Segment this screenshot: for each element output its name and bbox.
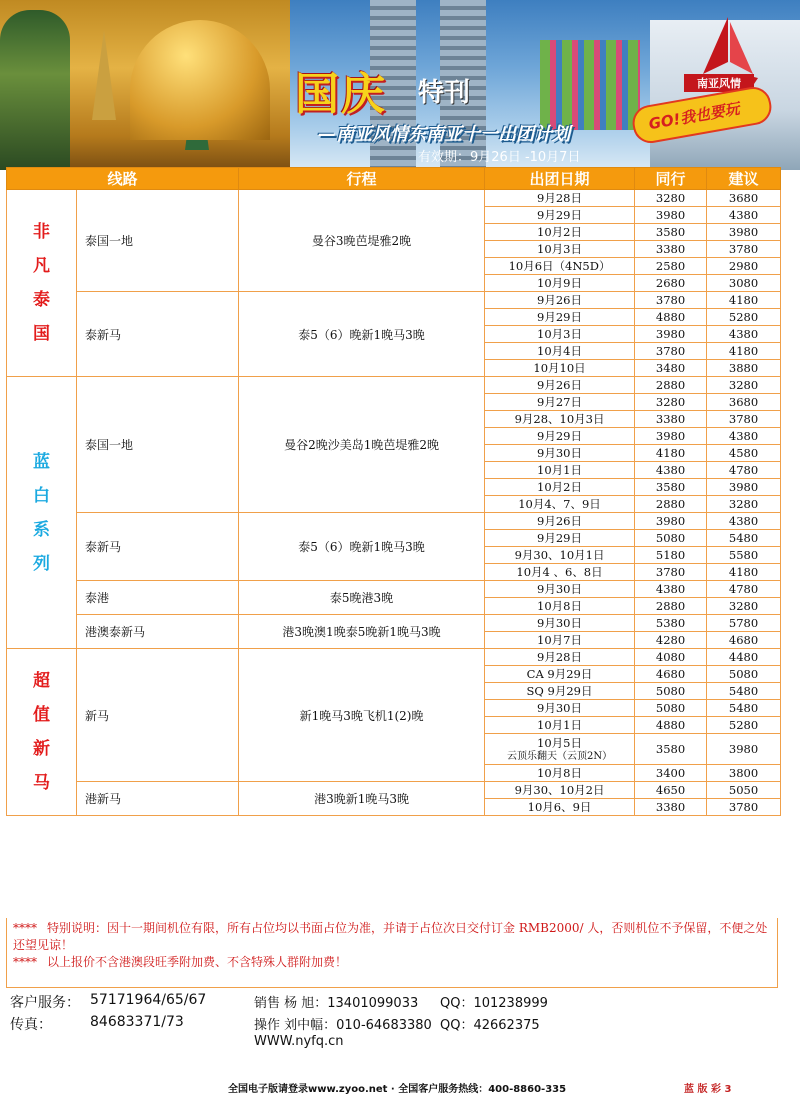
peer-price: 3400 [635,765,707,782]
suggested-price: 2980 [707,258,781,275]
route-name: 泰新马 [77,292,239,377]
table-row [7,782,781,799]
peer-price: 3980 [635,513,707,530]
header-itinerary: 行程 [239,168,485,190]
note-stars: **** [13,921,37,935]
suggested-price: 5480 [707,530,781,547]
departure-date: 10月9日 [485,275,635,292]
peer-price: 3380 [635,241,707,258]
category-char: 马 [33,773,50,793]
banner-title-suffix: 特刊 [418,78,471,108]
departure-date: 9月30日 [485,445,635,462]
suggested-price: 4180 [707,564,781,581]
departure-date: 10月2日 [485,224,635,241]
table-row [7,649,781,666]
departure-date: 9月28、10月3日 [485,411,635,428]
go-play-label: GO!我也要玩 [647,99,741,134]
special-notes [6,918,778,988]
peer-price: 4080 [635,649,707,666]
note-line [13,954,771,971]
suggested-price: 4380 [707,428,781,445]
category-char: 列 [33,553,50,574]
suggested-price: 3800 [707,765,781,782]
peer-price: 4880 [635,309,707,326]
departure-date: 9月30、10月1日 [485,547,635,564]
suggested-price: 4180 [707,292,781,309]
table-row [7,581,781,598]
category-char: 超 [33,671,50,691]
departure-date: 9月28日 [485,190,635,207]
category-char: 凡 [33,256,50,276]
tour-schedule-table [6,167,781,816]
suggested-price: 4480 [707,649,781,666]
category-char: 新 [33,739,50,759]
peer-price: 3780 [635,343,707,360]
peer-price: 2880 [635,598,707,615]
header-departure: 出团日期 [485,168,635,190]
peer-price: 3580 [635,734,707,765]
header-route: 线路 [7,168,239,190]
peer-price: 2880 [635,496,707,513]
suggested-price: 5080 [707,666,781,683]
departure-date: 9月29日 [485,309,635,326]
itinerary: 泰5晚港3晚 [239,581,485,615]
peer-price: 5080 [635,700,707,717]
departure-date: 10月6、9日 [485,799,635,816]
suggested-price: 3680 [707,394,781,411]
category-char: 蓝 [33,451,50,472]
footer-info: 全国电子版请登录www.zyoo.net · 全国客户服务热线：400-8860-335 [228,1084,567,1095]
fax-label: 传真： [10,1017,52,1033]
note-text: 以上报价不含港澳段旺季附加费、不含特殊人群附加费！ [47,955,348,969]
suggested-price: 3080 [707,275,781,292]
category-label [7,377,77,649]
suggested-price: 3280 [707,496,781,513]
itinerary: 曼谷2晚沙美岛1晚芭堤雅2晚 [239,377,485,513]
service-phone: 57171964/65/67 [90,992,207,1008]
departure-date: 10月1日 [485,717,635,734]
peer-price: 3980 [635,428,707,445]
peer-price: 5080 [635,683,707,700]
suggested-price: 3280 [707,377,781,394]
note-stars: **** [13,955,37,969]
departure-date-note: 云顶乐翻天（云顶2N） [506,751,613,762]
itinerary: 新1晚马3晚飞机1(2)晚 [239,649,485,782]
itinerary: 港3晚澳1晚泰5晚新1晚马3晚 [239,615,485,649]
route-name: 港澳泰新马 [77,615,239,649]
departure-date: 10月6日（4N5D） [485,258,635,275]
suggested-price: 4780 [707,581,781,598]
itinerary: 泰5（6）晚新1晚马3晚 [239,292,485,377]
departure-date: 10月8日 [485,765,635,782]
route-name: 泰国一地 [77,377,239,513]
departure-date: 9月26日 [485,513,635,530]
departure-date: 9月27日 [485,394,635,411]
suggested-price: 3980 [707,734,781,765]
suggested-price: 3680 [707,190,781,207]
route-name: 新马 [77,649,239,782]
suggested-price: 3980 [707,224,781,241]
peer-price: 2680 [635,275,707,292]
departure-date: 10月3日 [485,326,635,343]
route-name: 泰国一地 [77,190,239,292]
suggested-price: 4780 [707,462,781,479]
departure-date: 9月29日 [485,530,635,547]
category-char: 系 [33,519,50,540]
suggested-price: 5480 [707,683,781,700]
peer-price: 4380 [635,462,707,479]
suggested-price: 4180 [707,343,781,360]
route-name: 港新马 [77,782,239,816]
peer-price: 4180 [635,445,707,462]
departure-date: 10月4、7、9日 [485,496,635,513]
peer-price: 5180 [635,547,707,564]
itinerary: 港3晚新1晚马3晚 [239,782,485,816]
header-peer-price: 同行 [635,168,707,190]
suggested-price: 5280 [707,309,781,326]
guardian-statue [0,10,70,170]
suggested-price: 3780 [707,411,781,428]
departure-date: 9月30日 [485,615,635,632]
table-header [7,168,781,190]
peer-price: 3580 [635,479,707,496]
suggested-price: 5280 [707,717,781,734]
departure-date: 9月30、10月2日 [485,782,635,799]
suggested-price: 3280 [707,598,781,615]
suggested-price: 3780 [707,241,781,258]
peer-price: 4650 [635,782,707,799]
peer-price: 3380 [635,411,707,428]
validity-text: 有效期：9月26日 -10月7日 [418,150,581,165]
peer-price: 4280 [635,632,707,649]
note-text: 特别说明：因十一期间机位有限，所有占位均以书面占位为准，并请于占位次日交付订金 RMB2000/ 人，否则机位不予保留，不便之处还望见谅！ [13,921,768,952]
table-body [7,190,781,816]
departure-date: 9月30日 [485,581,635,598]
departure-date-main: 10月5日 [537,736,582,750]
departure-date: 9月29日 [485,428,635,445]
departure-date: CA 9月29日 [485,666,635,683]
table-row [7,190,781,207]
peer-price: 4880 [635,717,707,734]
category-char: 值 [33,705,50,725]
departure-date: 9月26日 [485,377,635,394]
departure-date [485,734,635,765]
suggested-price: 4580 [707,445,781,462]
suggested-price: 3980 [707,479,781,496]
peer-price: 2880 [635,377,707,394]
suggested-price: 5480 [707,700,781,717]
departure-date: 9月29日 [485,207,635,224]
category-label [7,190,77,377]
peer-price: 3280 [635,190,707,207]
category-char: 国 [33,324,50,344]
peer-price: 3980 [635,326,707,343]
sales-qq: QQ：101238999 [440,996,548,1011]
itinerary: 泰5（6）晚新1晚马3晚 [239,513,485,581]
spire-shape [92,30,116,120]
suggested-price: 5050 [707,782,781,799]
peer-price: 3380 [635,799,707,816]
departure-date: 10月3日 [485,241,635,258]
suggested-price: 4380 [707,207,781,224]
route-name: 泰港 [77,581,239,615]
header-banner [0,0,800,170]
table-row [7,292,781,309]
suggested-price: 4380 [707,326,781,343]
peer-price: 3980 [635,207,707,224]
departure-date: 9月28日 [485,649,635,666]
peer-price: 3780 [635,292,707,309]
departure-date: 10月1日 [485,462,635,479]
departure-date: 10月10日 [485,360,635,377]
logo-label: 南亚风情 [684,74,754,92]
suggested-price: 5580 [707,547,781,564]
departure-date: 9月30日 [485,700,635,717]
city-image [540,40,640,130]
itinerary: 曼谷3晚芭堤雅2晚 [239,190,485,292]
ops-qq: QQ：42662375 [440,1018,540,1033]
departure-date: 10月4 、6、8日 [485,564,635,581]
peer-price: 3480 [635,360,707,377]
table-row [7,615,781,632]
note-line [13,920,771,954]
suggested-price: 4680 [707,632,781,649]
sales-contact: 销售 杨 旭：13401099033 [254,996,419,1011]
departure-date: SQ 9月29日 [485,683,635,700]
departure-date: 10月2日 [485,479,635,496]
category-char: 白 [33,485,50,506]
suggested-price: 3880 [707,360,781,377]
departure-date: 10月4日 [485,343,635,360]
ops-contact: 操作 刘中幅：010-64683380 [254,1018,432,1033]
table-row [7,377,781,394]
departure-date: 9月26日 [485,292,635,309]
website-link[interactable]: WWW.nyfq.cn [254,1034,344,1049]
departure-date: 10月8日 [485,598,635,615]
suggested-price: 5780 [707,615,781,632]
table-row [7,513,781,530]
category-char: 泰 [33,290,50,310]
peer-price: 3280 [635,394,707,411]
peer-price: 3580 [635,224,707,241]
suggested-price: 3780 [707,799,781,816]
footer-edition: 蓝 版 彩 3 [684,1084,732,1095]
peer-price: 4380 [635,581,707,598]
peer-price: 3780 [635,564,707,581]
peer-price: 5380 [635,615,707,632]
peer-price: 5080 [635,530,707,547]
header-suggested-price: 建议 [707,168,781,190]
fax-number: 84683371/73 [90,1014,184,1030]
banner-title: 国庆 [295,69,387,120]
route-name: 泰新马 [77,513,239,581]
peer-price: 2580 [635,258,707,275]
category-char: 非 [33,222,50,242]
suggested-price: 4380 [707,513,781,530]
peer-price: 4680 [635,666,707,683]
category-label [7,649,77,816]
banner-subtitle: —南亚风情东南亚十一出团计划 [318,124,570,145]
service-label: 客户服务： [10,995,80,1011]
departure-date: 10月7日 [485,632,635,649]
